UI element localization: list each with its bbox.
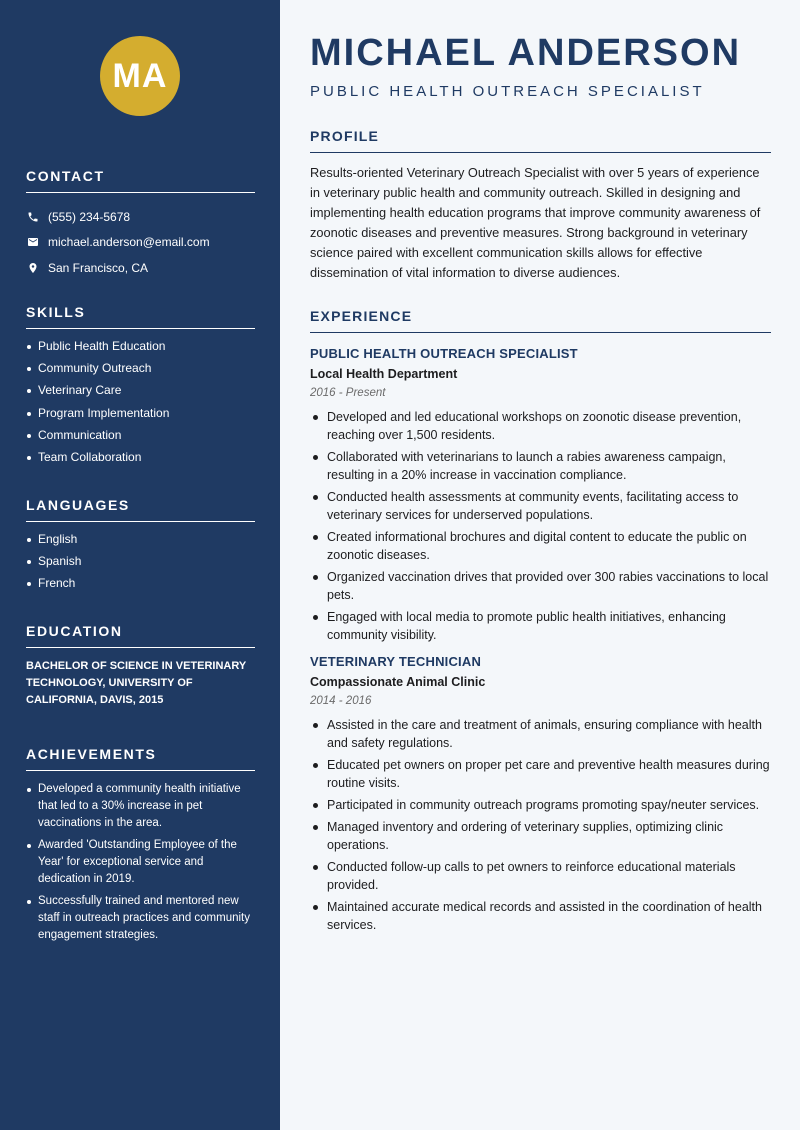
contact-location [26,255,255,281]
job-title: VETERINARY TECHNICIAN [310,654,482,669]
duty-item: Developed and led educational workshops on zoonotic disease prevention, reaching over 1,500 residents. [310,408,771,444]
skill-item: Community Outreach [26,360,255,377]
initials-avatar: MA [100,36,180,116]
education-degree: BACHELOR OF SCIENCE IN VETERINARY TECHNOLOGY, UNIVERSITY OF CALIFORNIA, DAVIS, 2015 [26,660,247,706]
contact-email [26,230,255,256]
duty-item: Conducted health assessments at community events, facilitating access to veterinary services for underserved populations. [310,488,771,524]
achievements-list [26,781,255,944]
duty-item: Collaborated with veterinarians to launch a rabies awareness campaign, resulting in a 20% increase in vaccination compliance. [310,448,771,484]
email-text: michael.anderson@email.com [48,235,210,250]
languages-heading: LANGUAGES [26,497,255,522]
job-duties [310,408,771,644]
languages-section [26,497,255,598]
phone-text: (555) 234-5678 [48,209,131,224]
skill-item: Veterinary Care [26,382,255,399]
duty-item: Conducted follow-up calls to pet owners to reinforce educational materials provided. [310,858,771,894]
company-name: Local Health Department [310,367,458,381]
language-item: Spanish [26,553,255,570]
duty-item: Created informational brochures and digital content to educate the public on zoonotic diseases. [310,528,771,564]
skills-heading: SKILLS [26,304,255,329]
language-item: French [26,575,255,592]
phone-icon [26,210,40,224]
job-entry [310,346,771,644]
experience-section [310,308,771,938]
education-section [26,623,255,709]
job-title: PUBLIC HEALTH OUTREACH SPECIALIST [310,346,578,361]
sidebar [0,0,280,1130]
duty-item: Managed inventory and ordering of veterinary supplies, optimizing clinic operations. [310,818,771,854]
duty-item: Participated in community outreach programs promoting spay/neuter services. [310,796,771,814]
email-icon [26,235,40,249]
education-heading: EDUCATION [26,623,255,648]
job-duties [310,716,771,934]
skill-item: Communication [26,427,255,444]
contact-phone [26,204,255,230]
languages-list [26,531,255,592]
person-name: MICHAEL ANDERSON [310,32,742,74]
profile-section [310,128,771,283]
contact-heading: CONTACT [26,168,255,193]
job-entry [310,654,771,934]
duty-item: Educated pet owners on proper pet care and preventive health measures during routine visits. [310,756,771,792]
job-headline: PUBLIC HEALTH OUTREACH SPECIALIST [310,83,705,100]
achievement-item: Awarded 'Outstanding Employee of the Year' for exceptional service and dedication in 2019. [26,837,255,888]
location-text: San Francisco, CA [48,260,149,275]
duty-item: Maintained accurate medical records and assisted in the coordination of health services. [310,898,771,934]
job-dates: 2014 - 2016 [310,695,372,707]
duty-item: Organized vaccination drives that provided over 300 rabies vaccinations to local pets. [310,568,771,604]
profile-summary: Results-oriented Veterinary Outreach Specialist with over 5 years of experience in veterinary public health and community outreach. Skilled in designing and implementing health education programs that improve community awareness of zoonotic diseases and preventive measures. Strong background in veterinary science paired with excellent communication skills allows for effective dissemination of vital information to diverse audiences. [310,165,761,280]
experience-heading: EXPERIENCE [310,308,771,333]
achievement-item: Developed a community health initiative that led to a 30% increase in pet vaccinations in the area. [26,781,255,832]
duty-item: Assisted in the care and treatment of animals, ensuring compliance with health and safety regulations. [310,716,771,752]
achievement-item: Successfully trained and mentored new staff in outreach practices and community engagement strategies. [26,893,255,944]
skill-item: Program Implementation [26,405,255,422]
profile-heading: PROFILE [310,128,771,153]
main-content [280,0,800,1130]
job-dates: 2016 - Present [310,387,386,399]
duty-item: Engaged with local media to promote public health initiatives, enhancing community visibility. [310,608,771,644]
skills-list [26,338,255,466]
skills-section [26,304,255,471]
achievements-section [26,746,255,949]
language-item: English [26,531,255,548]
contact-list [26,204,255,281]
skill-item: Public Health Education [26,338,255,355]
skill-item: Team Collaboration [26,449,255,466]
contact-section [26,168,255,281]
achievements-heading: ACHIEVEMENTS [26,746,255,771]
location-pin-icon [26,261,40,275]
company-name: Compassionate Animal Clinic [310,675,486,689]
